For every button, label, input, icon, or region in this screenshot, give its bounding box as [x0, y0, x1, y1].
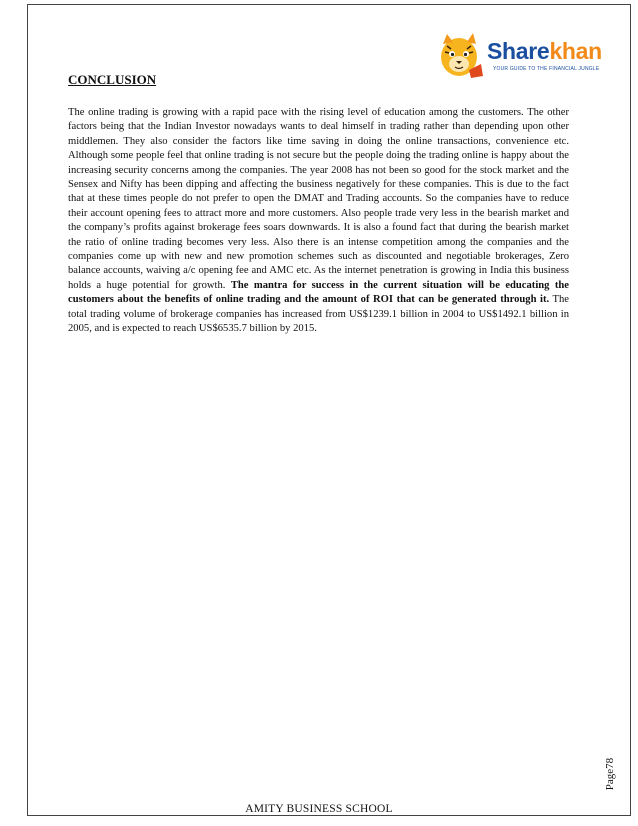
- paragraph-text-part2: The total trading volume of brokerage companies has increased from US$1239.1 billion in 2004 to US$1492.1 billion in 2005, and is expected to reach US$6535.7 billion by 2015.: [68, 294, 569, 335]
- logo-tagline: YOUR GUIDE TO THE FINANCIAL JUNGLE: [493, 66, 600, 72]
- paragraph-text-part1: The online trading is growing with a rapid pace with the rising level of education among the customers. The other factors being that the Indian Investor nowadays wants to deal himself in trading rather than depending upon other middlemen. They also consider the factors like time saving in doing the online transactions, convenience etc. Although some people feel that online trading is not secure but the people doing the trading online is happy about the increasing security concerns among the companies. The year 2008 has not been so good for the stock market and the Sensex and Nifty has been dipping and affecting the business negatively for these companies. This is due to the fact that at these times people do not prefer to open the DMAT and Trading accounts. So the companies have to reduce their account opening fees to attract more and more customers. Also people trade very less in the bearish market and the company’s profits against brokerage fees soars downwards. It is also a found fact that during the bearish market the ratio of online trading becomes very less. Also there is an intense competition among the companies and the companies come up with new and new promotion schemes such as discounted and negotiable brokerages, Zero balance accounts, waiving a/c opening fee and AMC etc. As the internet penetration is growing in India this business holds a huge potential for growth.: [68, 107, 569, 291]
- footer-school-name: AMITY BUSINESS SCHOOL: [245, 803, 393, 815]
- logo-wordmark: Sharekhan: [487, 38, 602, 64]
- page-number: [602, 746, 618, 802]
- page-number-label: Page78: [604, 757, 616, 791]
- conclusion-paragraph: [68, 106, 569, 337]
- section-heading: CONCLUSION: [68, 72, 157, 87]
- paragraph-bold-text: The mantra for success in the current situation will be educating the customers about the benefits of online trading and the amount of ROI that can be generated through it.: [68, 279, 569, 306]
- tiger-mascot-icon: [437, 30, 485, 80]
- sharekhan-logo: [437, 30, 602, 80]
